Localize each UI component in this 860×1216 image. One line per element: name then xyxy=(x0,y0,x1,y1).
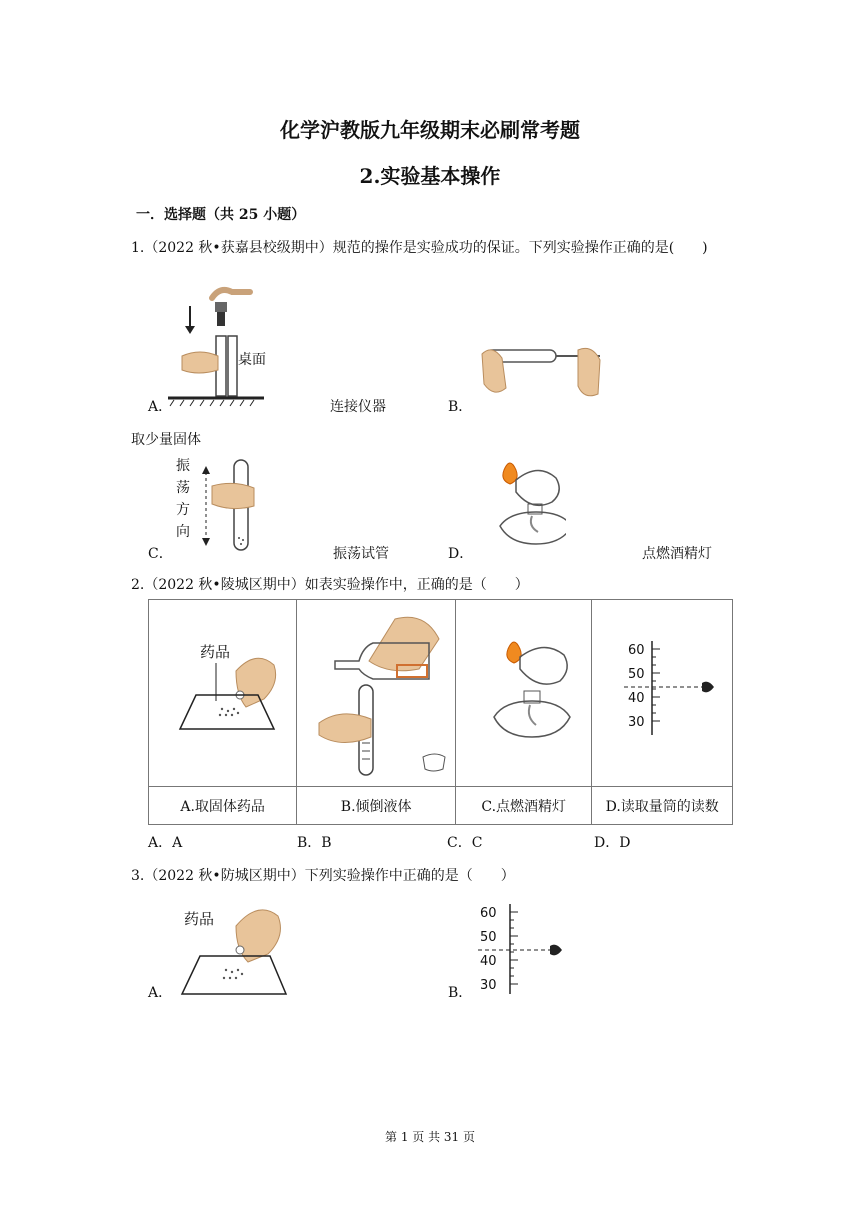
page-footer: 第 1 页 共 31 页 xyxy=(385,1130,475,1144)
q3-scale-30: 30 xyxy=(480,978,497,993)
q1-option-c-caption: 振荡试管 xyxy=(333,546,389,562)
q2-figure-c xyxy=(464,631,584,751)
q1-option-d-letter: D． xyxy=(448,546,474,562)
q1-a-fig-text: 桌面 xyxy=(238,352,266,368)
q2-caption-d: D.读取量筒的读数 xyxy=(592,787,733,825)
q2-caption-b: B.倾倒液体 xyxy=(297,787,456,825)
q1-figure-b xyxy=(478,334,608,410)
question-1-stem: 1.（2022 秋•获嘉县校级期中）规范的操作是实验成功的保证。下列实验操作正确的是( ) xyxy=(131,240,708,256)
q3-scale-40: 40 xyxy=(480,954,497,969)
q2-scale-50: 50 xyxy=(628,667,645,682)
q2-option-d: D．D xyxy=(594,835,631,851)
q2-scale-60: 60 xyxy=(628,643,645,658)
q2-cell-d-figure xyxy=(592,600,733,787)
q1-option-b-letter: B． xyxy=(448,399,473,415)
q1-option-d-caption: 点燃酒精灯 xyxy=(642,546,712,562)
q1-figure-c xyxy=(172,458,262,558)
q3-scale-50: 50 xyxy=(480,930,497,945)
q1-c-fig-char-2: 荡 xyxy=(176,480,190,496)
q2-cell-a-figure xyxy=(149,600,297,787)
q2-figure-d xyxy=(598,631,726,751)
doc-subtitle: 2.实验基本操作 xyxy=(359,164,501,188)
q3-scale-60: 60 xyxy=(480,906,497,921)
q1-option-c-letter: C． xyxy=(148,546,173,562)
q2-cell-b-figure xyxy=(297,600,456,787)
q2-option-c: C．C xyxy=(447,835,483,851)
q2-caption-c: C.点燃酒精灯 xyxy=(456,787,592,825)
q3-a-fig-text: 药品 xyxy=(184,910,215,928)
q3-option-a-letter: A． xyxy=(148,985,173,1001)
q1-c-fig-char-3: 方 xyxy=(176,502,190,518)
question-2-stem: 2.（2022 秋•陵城区期中）如表实验操作中，正确的是（ ） xyxy=(131,577,529,593)
q2-option-a: A．A xyxy=(148,835,183,851)
q2-table xyxy=(148,599,733,825)
q1-option-b-caption: 取少量固体 xyxy=(131,432,201,448)
q3-figure-b xyxy=(474,900,574,1000)
q2-a-fig-text: 药品 xyxy=(199,643,230,661)
q1-figure-a xyxy=(168,278,268,408)
q2-scale-30: 30 xyxy=(628,715,645,730)
q1-c-fig-char-1: 振 xyxy=(176,458,190,474)
q2-cell-c-figure xyxy=(456,600,592,787)
q2-option-b: B．B xyxy=(297,835,332,851)
q3-figure-a xyxy=(176,892,306,1000)
q2-caption-a: A.取固体药品 xyxy=(149,787,297,825)
doc-title: 化学沪教版九年级期末必刷常考题 xyxy=(280,118,580,142)
section-heading: 一．选择题（共 25 小题） xyxy=(136,207,306,223)
q1-c-fig-char-4: 向 xyxy=(176,524,190,540)
q1-figure-d xyxy=(470,456,566,556)
q2-scale-40: 40 xyxy=(628,691,645,706)
q1-option-a-caption: 连接仪器 xyxy=(330,399,386,415)
q2-figure-a xyxy=(158,631,288,751)
question-3-stem: 3.（2022 秋•防城区期中）下列实验操作中正确的是（ ） xyxy=(131,868,515,884)
q2-figure-b xyxy=(301,603,451,779)
q3-option-b-letter: B． xyxy=(448,985,473,1001)
q1-option-a-letter: A． xyxy=(148,399,173,415)
